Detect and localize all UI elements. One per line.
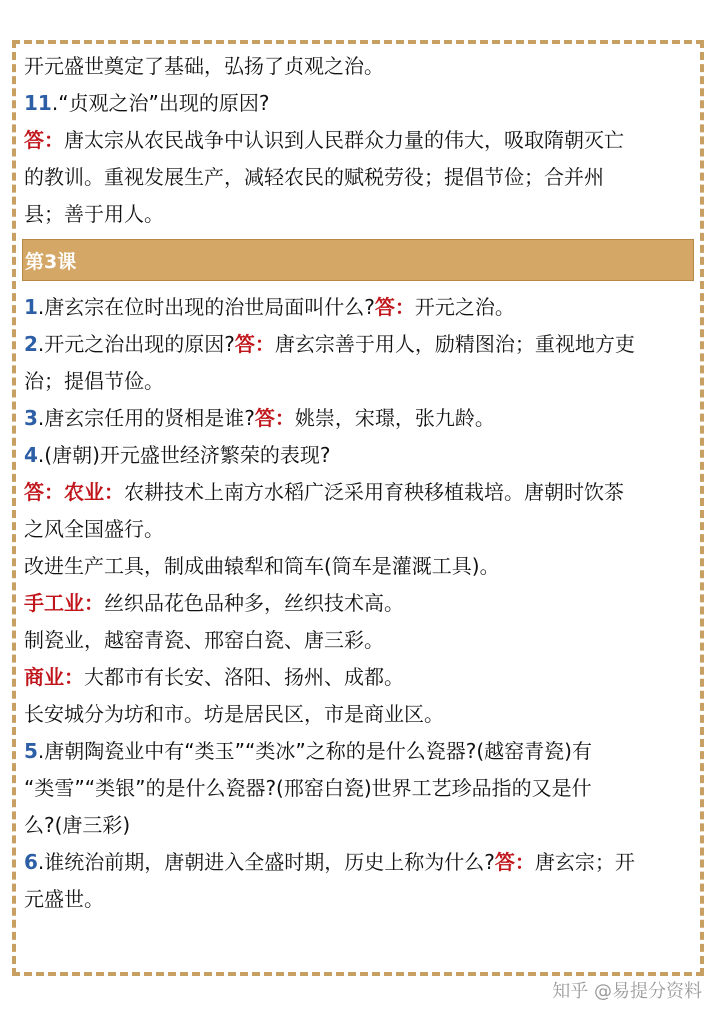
answer-4-handicraft xyxy=(24,585,700,622)
question-number: 4 xyxy=(24,443,38,467)
question-number: 5 xyxy=(24,739,38,763)
answer-label: 答： xyxy=(254,406,295,430)
question-text: .“贞观之治”出现的原因? xyxy=(51,91,270,115)
answer-text: 唐太宗从农民战争中认识到人民群众力量的伟大，吸取隋朝灭亡 xyxy=(64,128,624,152)
question-text: .唐朝陶瓷业中有“类玉”“类冰”之称的是什么瓷器?(越窑青瓷)有 xyxy=(37,739,592,763)
answer-4-commerce xyxy=(24,659,700,696)
question-text: .开元之治出现的原因? xyxy=(37,332,235,356)
answer-text: 大都市有长安、洛阳、扬州、成都。 xyxy=(84,665,404,689)
lesson-title: 第3课 xyxy=(25,250,77,273)
question-6 xyxy=(24,844,700,881)
answer-4-porcelain: 制瓷业，越窑青瓷、邢窑白瓷、唐三彩。 xyxy=(24,628,384,652)
answer-label: 答： xyxy=(24,128,64,152)
question-number: 2 xyxy=(24,332,38,356)
answer-11-line-1 xyxy=(24,122,700,159)
question-text: .唐玄宗在位时出现的治世局面叫什么? xyxy=(37,295,375,319)
answer-11-line-2: 的教训。重视发展生产，减轻农民的赋税劳役；提倡节俭；合并州 xyxy=(24,165,604,189)
answer-4-agriculture xyxy=(24,474,700,511)
answer-label: 答： xyxy=(374,295,415,319)
document-content xyxy=(24,48,700,918)
question-5-line-3: 么?(唐三彩) xyxy=(24,813,131,837)
question-text: .唐玄宗任用的贤相是谁? xyxy=(37,406,255,430)
answer-text: 唐玄宗；开 xyxy=(534,850,635,874)
question-text: .谁统治前期，唐朝进入全盛时期，历史上称为什么? xyxy=(37,850,495,874)
question-4 xyxy=(24,437,700,474)
question-3 xyxy=(24,400,700,437)
answer-label: 答： xyxy=(234,332,275,356)
agriculture-label: 答：农业： xyxy=(24,480,124,504)
answer-4-changan: 长安城分为坊和市。坊是居民区，市是商业区。 xyxy=(24,702,444,726)
text-line: 开元盛世奠定了基础，弘扬了贞观之治。 xyxy=(24,54,384,78)
answer-2-line-2: 治；提倡节俭。 xyxy=(24,369,164,393)
answer-4-agriculture-2: 之风全国盛行。 xyxy=(24,517,164,541)
answer-4-tools: 改进生产工具，制成曲辕犁和筒车(筒车是灌溉工具)。 xyxy=(24,554,500,578)
question-5-line-2: “类雪”“类银”的是什么瓷器?(邢窑白瓷)世界工艺珍品指的又是什 xyxy=(24,776,592,800)
question-text: .(唐朝)开元盛世经济繁荣的表现? xyxy=(37,443,331,467)
question-11 xyxy=(24,85,700,122)
lesson-banner xyxy=(22,239,694,281)
question-number: 1 xyxy=(24,295,38,319)
answer-text: 唐玄宗善于用人，励精图治；重视地方吏 xyxy=(274,332,635,356)
watermark: 知乎 @易提分资料 xyxy=(552,981,702,1002)
answer-6-line-2: 元盛世。 xyxy=(24,887,104,911)
answer-11-line-3: 县；善于用人。 xyxy=(24,202,164,226)
answer-text: 开元之治。 xyxy=(414,295,515,319)
question-number: 11 xyxy=(24,91,52,115)
question-number: 6 xyxy=(24,850,38,874)
answer-text: 农耕技术上南方水稻广泛采用育秧移植栽培。唐朝时饮茶 xyxy=(124,480,624,504)
commerce-label: 商业： xyxy=(24,665,84,689)
answer-text: 姚崇，宋璟，张九龄。 xyxy=(294,406,495,430)
answer-text: 丝织品花色品种多，丝织技术高。 xyxy=(104,591,404,615)
question-number: 3 xyxy=(24,406,38,430)
question-2 xyxy=(24,326,700,363)
question-1 xyxy=(24,289,700,326)
handicraft-label: 手工业： xyxy=(24,591,104,615)
answer-label: 答： xyxy=(494,850,535,874)
question-5-line-1 xyxy=(24,733,700,770)
